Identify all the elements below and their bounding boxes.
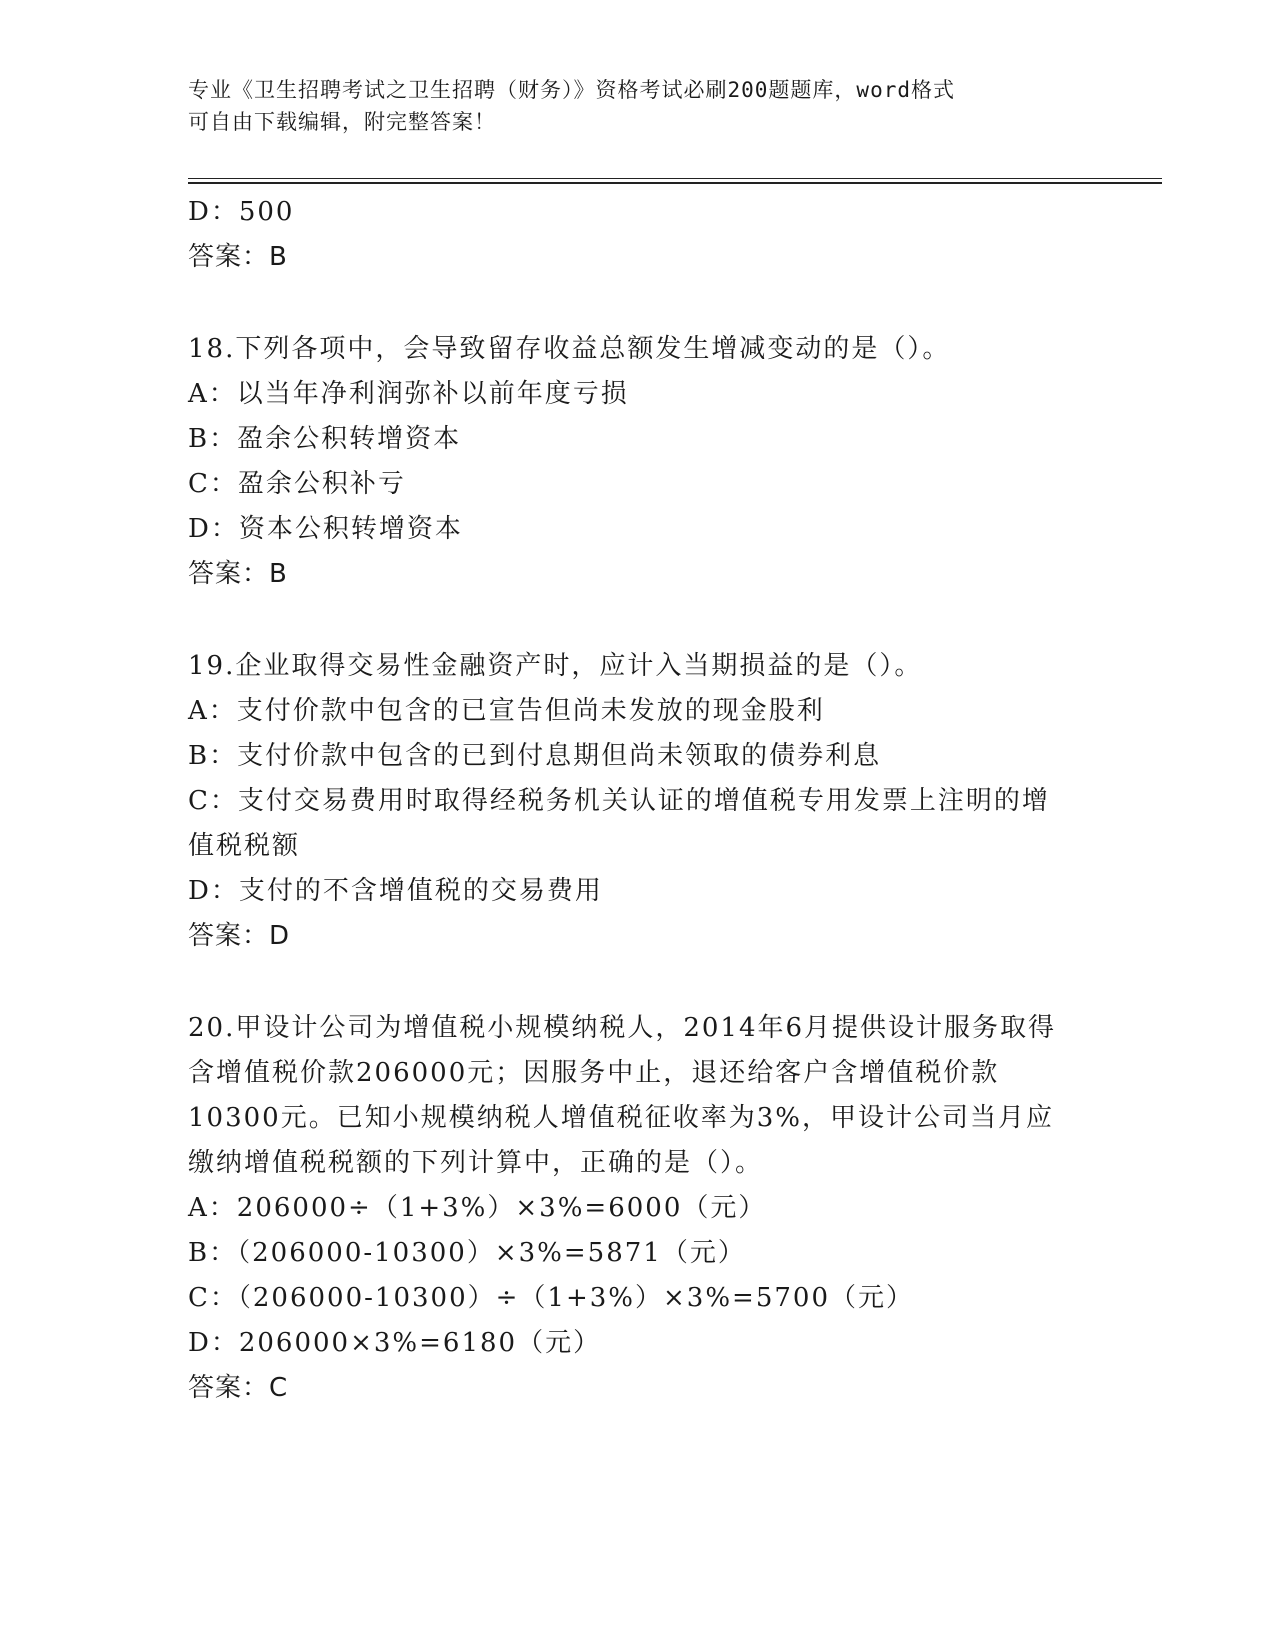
answer: 答案：B <box>188 559 288 589</box>
question-20 <box>188 1006 1088 1411</box>
option-a: A：支付价款中包含的已宣告但尚未发放的现金股利 <box>188 696 825 726</box>
question-19 <box>188 644 1088 959</box>
option-d: D：206000×3%=6180（元） <box>188 1328 602 1358</box>
option-b: B：支付价款中包含的已到付息期但尚未领取的债券利息 <box>188 741 882 771</box>
question-text-line-2: 含增值税价款206000元；因服务中止，退还给客户含增值税价款 <box>188 1058 1000 1088</box>
question-text: 18.下列各项中，会导致留存收益总额发生增减变动的是（）。 <box>188 334 951 364</box>
option-c: C：支付交易费用时取得经税务机关认证的增值税专用发票上注明的增 <box>188 786 1050 816</box>
option-a: A：以当年净利润弥补以前年度亏损 <box>188 379 629 409</box>
spacer <box>188 280 1088 327</box>
spacer <box>188 597 1088 644</box>
answer: 答案：C <box>188 1373 289 1403</box>
header-divider-thick <box>188 182 1162 184</box>
option-b: B：（206000-10300）×3%=5871（元） <box>188 1238 746 1268</box>
option-d: D：支付的不含增值税的交易费用 <box>188 876 603 906</box>
spacer <box>188 959 1088 1006</box>
question-text-line-1: 20.甲设计公司为增值税小规模纳税人，2014年6月提供设计服务取得 <box>188 1013 1057 1043</box>
option-d: D：资本公积转增资本 <box>188 514 463 544</box>
answer: 答案：B <box>188 242 288 272</box>
previous-question-tail <box>188 190 1088 280</box>
document-header <box>188 74 1088 138</box>
header-line-2: 可自由下载编辑，附完整答案！ <box>188 110 496 134</box>
question-18 <box>188 327 1088 597</box>
option-d: D：500 <box>188 197 295 227</box>
question-text-line-3: 10300元。已知小规模纳税人增值税征收率为3%，甲设计公司当月应 <box>188 1103 1054 1133</box>
answer: 答案：D <box>188 921 291 951</box>
option-c: C：盈余公积补亏 <box>188 469 406 499</box>
question-text: 19.企业取得交易性金融资产时，应计入当期损益的是（）。 <box>188 651 923 681</box>
document-body <box>188 190 1088 1411</box>
option-b: B：盈余公积转增资本 <box>188 424 462 454</box>
option-a: A：206000÷（1+3%）×3%=6000（元） <box>188 1193 767 1223</box>
header-line-1: 专业《卫生招聘考试之卫生招聘（财务）》资格考试必刷200题题库，word格式 <box>188 78 955 102</box>
option-c-continued: 值税税额 <box>188 831 301 861</box>
header-divider-thin <box>188 178 1162 179</box>
question-text-line-4: 缴纳增值税税额的下列计算中，正确的是（）。 <box>188 1148 764 1178</box>
option-c: C：（206000-10300）÷（1+3%）×3%=5700（元） <box>188 1283 914 1313</box>
